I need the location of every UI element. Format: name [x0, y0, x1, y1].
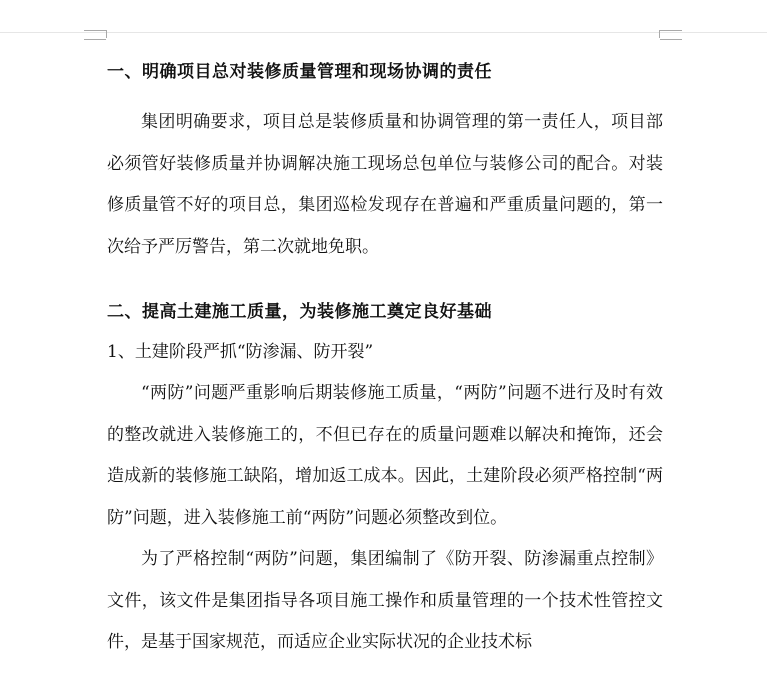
page-corner-mark-right [660, 30, 682, 40]
paragraph-2: “两防”问题严重影响后期装修施工质量，“两防”问题不进行及时有效的整改就进入装修施工的，不但已存在的质量问题难以解决和掩饰，还会造成新的装修施工缺陷，增加返工成本。因此，土建阶段必须严格控制“两防”问题，进入装修施工前“两防”问题必须整改到位。 [107, 383, 663, 528]
heading-section-1: 一、明确项目总对装修质量管理和现场协调的责任 [107, 62, 492, 82]
heading-section-2: 二、提高土建施工质量，为装修施工奠定良好基础 [107, 302, 492, 322]
paragraph-1: 集团明确要求，项目总是装修质量和协调管理的第一责任人，项目部必须管好装修质量并协调解决施工现场总包单位与装修公司的配合。对装修质量管不好的项目总，集团巡检发现存在普遍和严重质量问题的，第一次给予严厉警告，第二次就地免职。 [107, 112, 663, 257]
subheading-1: 1、土建阶段严抓“防渗漏、防开裂” [107, 342, 374, 362]
paragraph-3: 为了严格控制“两防”问题，集团编制了《防开裂、防渗漏重点控制》文件，该文件是集团指导各项目施工操作和质量管理的一个技术性管控文件，是基于国家规范，而适应企业实际状况的企业技术标 [107, 549, 663, 652]
document-body[interactable] [107, 58, 663, 664]
page-top-border [0, 32, 767, 33]
page-corner-mark-left [84, 30, 106, 40]
